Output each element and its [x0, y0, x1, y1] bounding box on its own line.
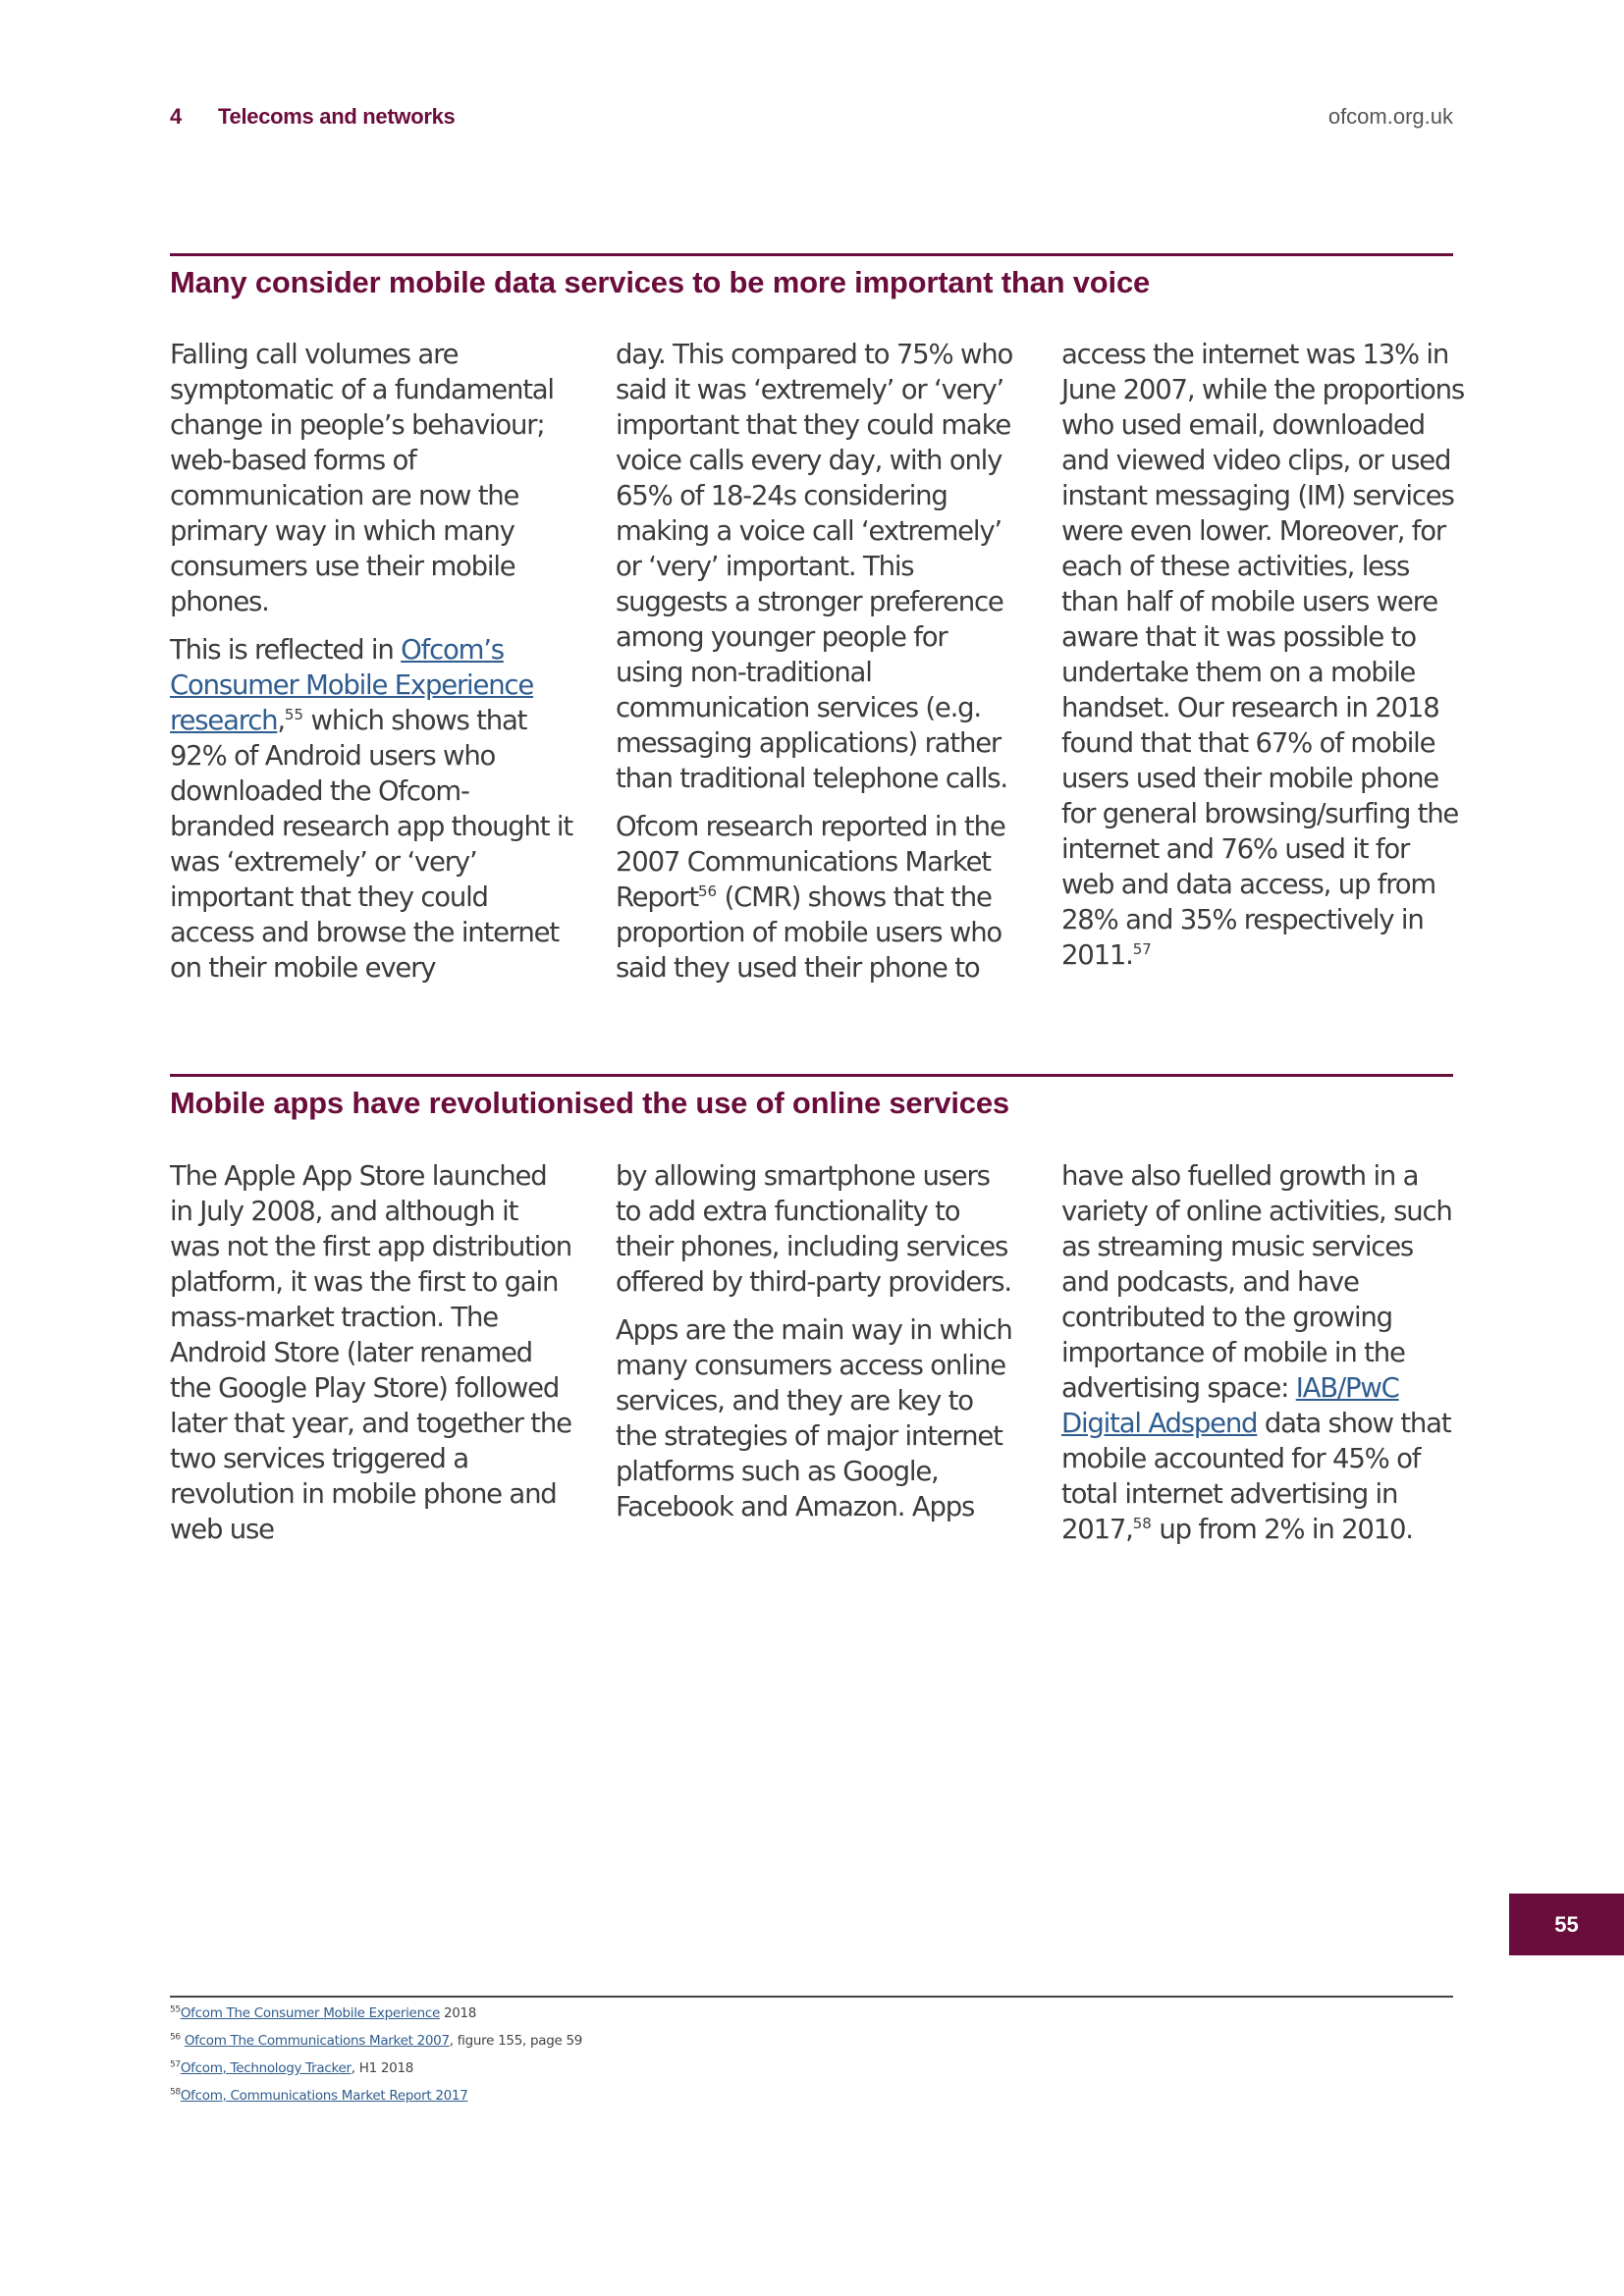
section1-column-3 [1061, 337, 1464, 986]
paragraph: Apps are the main way in which many consumers access online services, and they are key to the strategies of major internet platforms such as Google, Facebook and Amazon. Apps [616, 1314, 1012, 1522]
footnote: $^{58}$Ofcom, Communications Market Report 2017 [170, 2087, 468, 2104]
footnote-link[interactable]: Ofcom The Consumer Mobile Experience [180, 2005, 440, 2021]
section2-column-1 [170, 1158, 572, 1560]
footnote: $^{56}$ Ofcom The Communications Market 2007, figure 155, page 59 [170, 2032, 583, 2049]
footnote-ref[interactable]: 57 [1132, 939, 1152, 958]
paragraph: access the internet was 13% in June 2007, while the proportions who used email, downloaded and viewed video clips, or used instant messaging (IM) services were even lower. Moreover, for each of these activities, less than half of mobile users were aware that it was possible to undertake them on a mobile handset. Our research in 2018 found that that 67% of mobile users used their mobile phone for general browsing/surfing the internet and 76% used it for web and data access, up from 28% and 35% respectively in 2011.57 [1061, 339, 1465, 971]
section1-column-2 [616, 337, 1018, 998]
footnote-link[interactable]: Ofcom, Technology Tracker [180, 2060, 352, 2076]
paragraph: Falling call volumes are symptomatic of a fundamental change in people’s behaviour; web-based forms of communication are now the primary way in which many consumers use their mobile phones. [170, 339, 554, 617]
footnote-ref[interactable]: 55 [284, 705, 304, 723]
footnote-divider [170, 1996, 1453, 1998]
chapter-number: 4 [170, 104, 183, 129]
chapter-title: Telecoms and networks [218, 104, 456, 129]
paragraph: Ofcom research reported in the 2007 Communications Market Report$^{56}$ (CMR) shows that the proportion of mobile users who said they used their phone to [616, 811, 1005, 984]
iab-pwc-digital-adspend-link[interactable]: IAB/PwC Digital Adspend [1061, 1372, 1399, 1439]
paragraph: by allowing smartphone users to add extra functionality to their phones, including services offered by third-party providers. [616, 1160, 1011, 1298]
section-divider [170, 253, 1453, 256]
section2-column-2 [616, 1158, 1018, 1537]
section2-column-3 [1061, 1158, 1464, 1560]
footnote-ref[interactable]: 58 [1132, 1514, 1152, 1532]
page-number-tab: 55 [1509, 1894, 1624, 1955]
site-url[interactable]: ofcom.org.uk [1327, 104, 1453, 129]
paragraph: The Apple App Store launched in July 2008, and although it was not the first app distribution platform, it was the first to gain mass-market traction. The Android Store (later renamed the Google Play Store) followed later that year, and together the two services triggered a revolution in mobile phone and web use [170, 1160, 571, 1545]
footnote-link[interactable]: Ofcom, Communications Market Report 2017 [180, 2088, 468, 2104]
paragraph: This is reflected in Ofcom’s Consumer Mobile Experience research,$^{55}$ which shows that 92% of Android users who downloaded the Ofcom-branded research app thought it was ‘extremely’ or ‘very’ important that they could access and browse the internet on their mobile every [170, 634, 572, 984]
footnote-link[interactable]: Ofcom The Communications Market 2007 [184, 2033, 450, 2049]
section-title: Many consider mobile data services to be more important than voice [170, 265, 1151, 299]
footnote-ref[interactable]: 56 [697, 881, 718, 900]
footnote: $^{55}$Ofcom The Consumer Mobile Experience 2018 [170, 2004, 477, 2021]
section-divider [170, 1074, 1453, 1077]
section-title: Mobile apps have revolutionised the use of online services [170, 1086, 1009, 1120]
section1-column-1 [170, 337, 572, 998]
footnote: $^{57}$Ofcom, Technology Tracker, H1 2018 [170, 2059, 414, 2076]
consumer-mobile-experience-link[interactable]: Ofcom’s Consumer Mobile Experience research [170, 634, 534, 736]
paragraph: day. This compared to 75% who said it was ‘extremely’ or ‘very’ important that they could make voice calls every day, with only 65% of 18-24s considering making a voice call ‘extremely’ or ‘very’ important. This suggests a stronger preference among younger people for using non-traditional communication services (e.g. messaging applications) rather than traditional telephone calls. [616, 339, 1013, 794]
paragraph: have also fuelled growth in a variety of online activities, such as streaming music services and podcasts, and have contributed to the growing importance of mobile in the advertising space: IAB/PwC Digital Adspend data show that mobile accounted for 45% of total internet advertising in 2017,58 up from 2% in 2010. [1061, 1160, 1452, 1545]
